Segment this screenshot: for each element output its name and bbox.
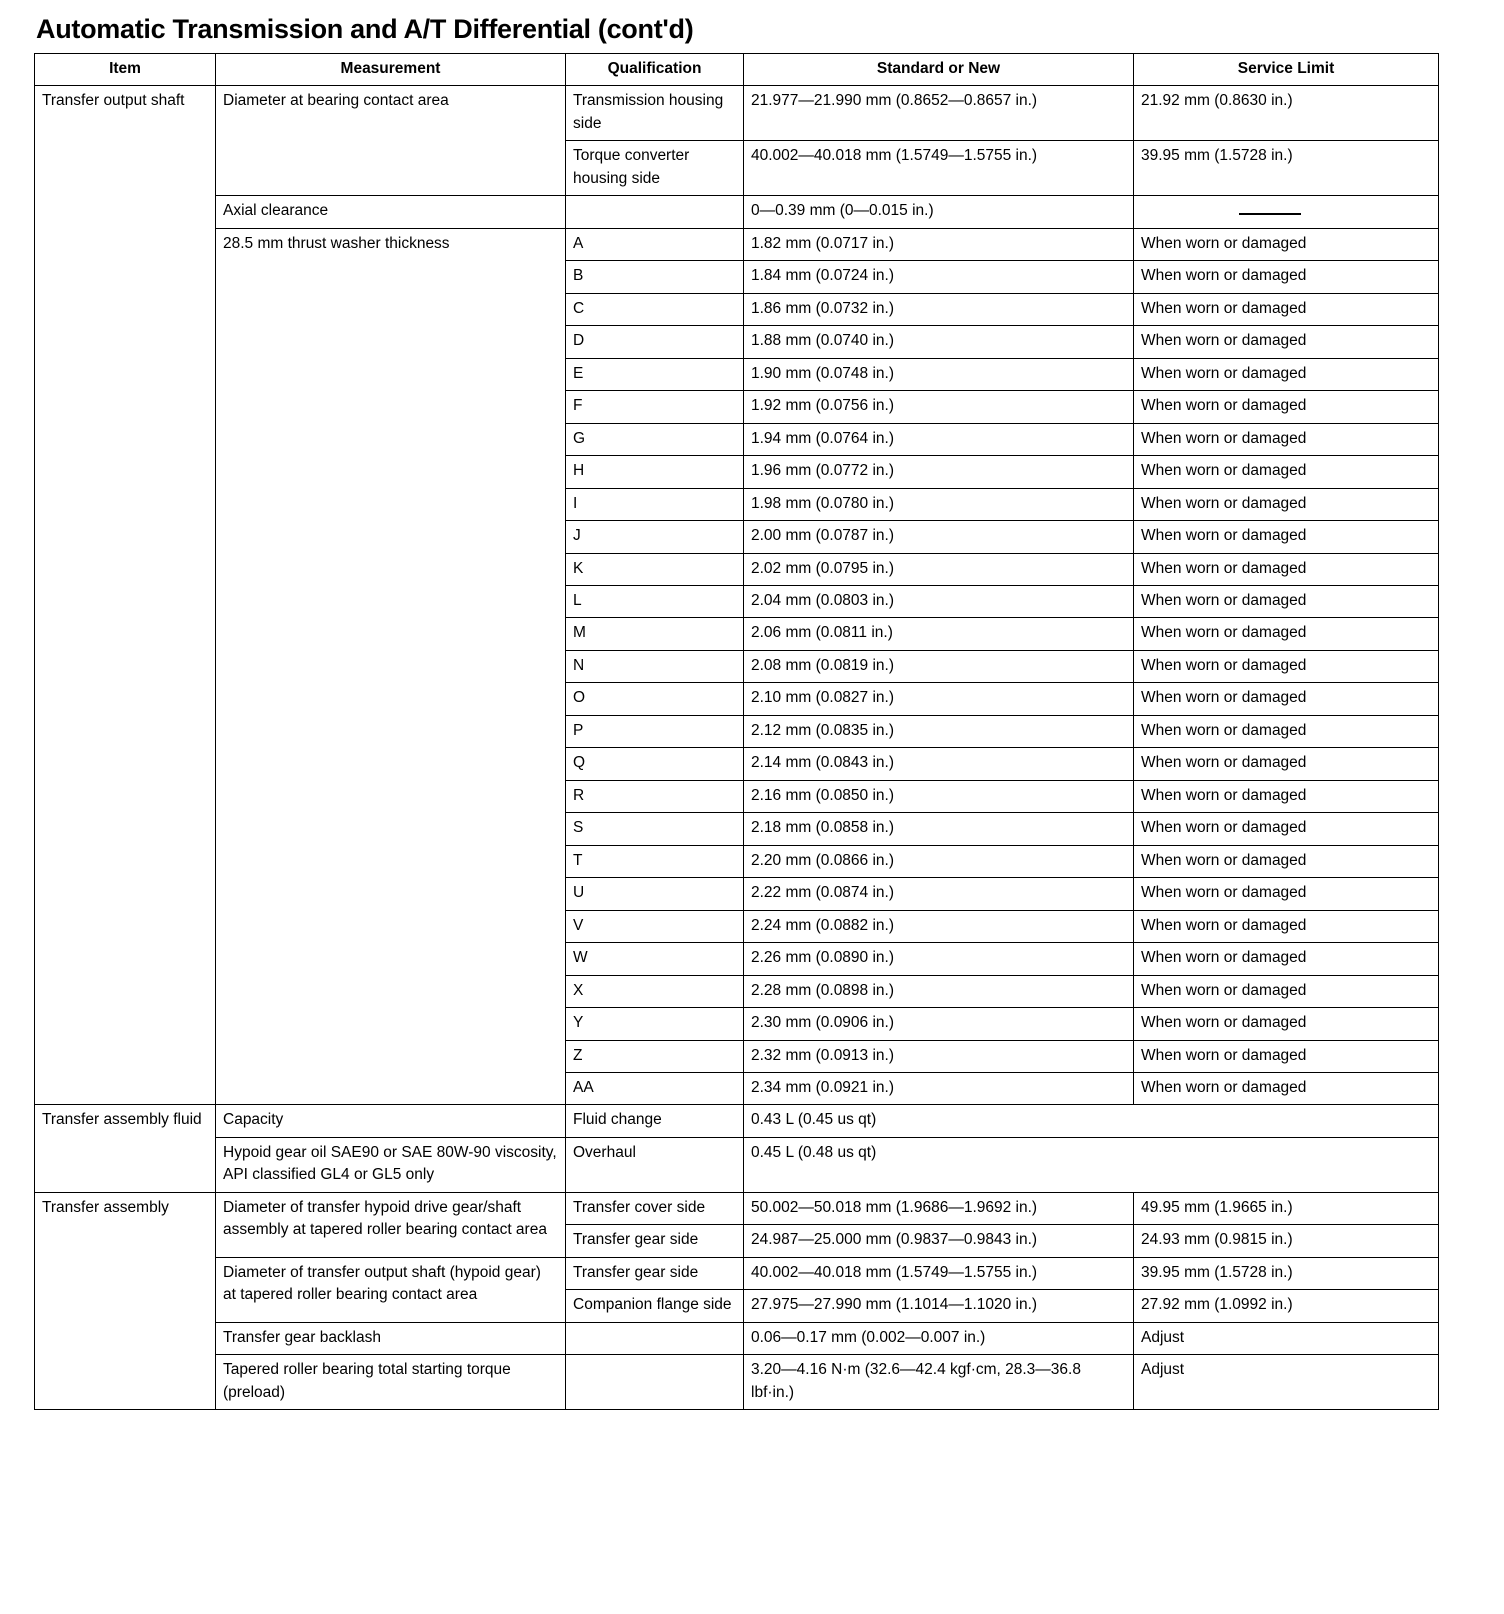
table-row [35,1192,1439,1224]
cell-qualification [566,1355,744,1410]
cell-qualification: Transfer gear side [566,1257,744,1289]
table-row [35,1257,1439,1289]
cell-standard-or-new: 2.18 mm (0.0858 in.) [744,813,1134,845]
cell-service-limit: When worn or damaged [1134,585,1439,617]
cell-measurement: Diameter of transfer hypoid drive gear/shaft assembly at tapered roller bearing contact area [216,1192,566,1257]
cell-standard-or-new: 1.84 mm (0.0724 in.) [744,261,1134,293]
cell-service-limit: When worn or damaged [1134,780,1439,812]
cell-service-limit: When worn or damaged [1134,1073,1439,1105]
cell-standard-or-new: 2.04 mm (0.0803 in.) [744,585,1134,617]
cell-service-limit: When worn or damaged [1134,683,1439,715]
column-header-measurement: Measurement [216,54,566,86]
page-title: Automatic Transmission and A/T Differential (cont'd) [36,14,694,44]
cell-standard-or-new: 21.977—21.990 mm (0.8652—0.8657 in.) [744,86,1134,141]
cell-qualification: V [566,910,744,942]
cell-standard-or-new: 50.002—50.018 mm (1.9686—1.9692 in.) [744,1192,1134,1224]
cell-standard-or-new: 1.90 mm (0.0748 in.) [744,358,1134,390]
cell-service-limit: When worn or damaged [1134,423,1439,455]
cell-measurement: Transfer gear backlash [216,1322,566,1354]
table-row [35,1322,1439,1354]
cell-qualification: K [566,553,744,585]
cell-standard-or-new: 2.02 mm (0.0795 in.) [744,553,1134,585]
table-row [35,228,1439,260]
cell-service-limit: When worn or damaged [1134,748,1439,780]
cell-qualification: J [566,521,744,553]
cell-qualification [566,1322,744,1354]
cell-qualification [566,196,744,228]
cell-standard-or-new: 27.975—27.990 mm (1.1014—1.1020 in.) [744,1290,1134,1322]
cell-qualification: S [566,813,744,845]
cell-qualification: O [566,683,744,715]
column-header-service-limit: Service Limit [1134,54,1439,86]
cell-service-limit: When worn or damaged [1134,975,1439,1007]
cell-qualification: Overhaul [566,1137,744,1192]
cell-standard-or-new: 2.14 mm (0.0843 in.) [744,748,1134,780]
cell-service-limit: When worn or damaged [1134,521,1439,553]
cell-qualification: Transfer gear side [566,1225,744,1257]
cell-qualification: A [566,228,744,260]
table-row [35,1355,1439,1410]
cell-service-limit: When worn or damaged [1134,326,1439,358]
cell-service-limit: When worn or damaged [1134,650,1439,682]
cell-standard-or-new: 1.92 mm (0.0756 in.) [744,391,1134,423]
column-header-standard: Standard or New [744,54,1134,86]
cell-qualification: T [566,845,744,877]
cell-qualification: Torque converter housing side [566,141,744,196]
cell-service-limit: When worn or damaged [1134,715,1439,747]
cell-service-limit: When worn or damaged [1134,261,1439,293]
column-header-item: Item [35,54,216,86]
cell-standard-or-new: 1.96 mm (0.0772 in.) [744,456,1134,488]
cell-service-limit: When worn or damaged [1134,228,1439,260]
cell-service-limit: When worn or damaged [1134,1008,1439,1040]
cell-qualification: Fluid change [566,1105,744,1137]
cell-service-limit: 27.92 mm (1.0992 in.) [1134,1290,1439,1322]
header-row [35,54,1439,86]
cell-measurement: Axial clearance [216,196,566,228]
cell-standard-or-new: 2.32 mm (0.0913 in.) [744,1040,1134,1072]
cell-qualification: X [566,975,744,1007]
cell-service-limit: 24.93 mm (0.9815 in.) [1134,1225,1439,1257]
table-body [35,86,1439,1410]
cell-service-limit: Adjust [1134,1355,1439,1410]
cell-qualification: P [566,715,744,747]
cell-qualification: G [566,423,744,455]
cell-service-limit: When worn or damaged [1134,553,1439,585]
cell-standard-or-new: 0—0.39 mm (0—0.015 in.) [744,196,1134,228]
cell-qualification: Y [566,1008,744,1040]
cell-standard-or-new: 2.28 mm (0.0898 in.) [744,975,1134,1007]
cell-standard-or-new: 1.86 mm (0.0732 in.) [744,293,1134,325]
cell-standard-or-new: 2.24 mm (0.0882 in.) [744,910,1134,942]
cell-standard-or-new: 2.30 mm (0.0906 in.) [744,1008,1134,1040]
cell-service-limit: 39.95 mm (1.5728 in.) [1134,141,1439,196]
cell-service-limit: When worn or damaged [1134,293,1439,325]
cell-measurement: Diameter at bearing contact area [216,86,566,196]
table-row [35,1105,1439,1137]
cell-qualification: Z [566,1040,744,1072]
cell-standard-or-new: 40.002—40.018 mm (1.5749—1.5755 in.) [744,141,1134,196]
cell-standard-or-new: 2.34 mm (0.0921 in.) [744,1073,1134,1105]
cell-standard-or-new: 3.20—4.16 N·m (32.6—42.4 kgf·cm, 28.3—36.8 lbf·in.) [744,1355,1134,1410]
cell-standard-or-new: 1.98 mm (0.0780 in.) [744,488,1134,520]
column-header-qualification: Qualification [566,54,744,86]
cell-service-limit: When worn or damaged [1134,943,1439,975]
cell-qualification: Transfer cover side [566,1192,744,1224]
cell-service-limit: When worn or damaged [1134,488,1439,520]
cell-measurement: Diameter of transfer output shaft (hypoid gear) at tapered roller bearing contact area [216,1257,566,1322]
cell-qualification: L [566,585,744,617]
cell-qualification: Companion flange side [566,1290,744,1322]
cell-qualification: B [566,261,744,293]
cell-standard-or-new: 2.00 mm (0.0787 in.) [744,521,1134,553]
cell-qualification: I [566,488,744,520]
cell-standard-or-new: 0.06—0.17 mm (0.002—0.007 in.) [744,1322,1134,1354]
cell-standard-or-new: 2.26 mm (0.0890 in.) [744,943,1134,975]
cell-standard-or-new: 40.002—40.018 mm (1.5749—1.5755 in.) [744,1257,1134,1289]
cell-qualification: Transmission housing side [566,86,744,141]
cell-qualification: E [566,358,744,390]
cell-standard-or-new: 2.08 mm (0.0819 in.) [744,650,1134,682]
cell-service-limit: When worn or damaged [1134,1040,1439,1072]
specifications-table [34,53,1439,1410]
cell-standard-or-new: 0.45 L (0.48 us qt) [744,1137,1439,1192]
cell-standard-or-new: 2.20 mm (0.0866 in.) [744,845,1134,877]
no-value-dash [1239,213,1301,215]
cell-standard-or-new: 1.82 mm (0.0717 in.) [744,228,1134,260]
cell-qualification: N [566,650,744,682]
table-header [35,54,1439,86]
cell-measurement: Hypoid gear oil SAE90 or SAE 80W-90 viscosity, API classified GL4 or GL5 only [216,1137,566,1192]
cell-service-limit: When worn or damaged [1134,456,1439,488]
cell-standard-or-new: 2.10 mm (0.0827 in.) [744,683,1134,715]
cell-service-limit: When worn or damaged [1134,878,1439,910]
cell-standard-or-new: 2.12 mm (0.0835 in.) [744,715,1134,747]
cell-standard-or-new: 2.22 mm (0.0874 in.) [744,878,1134,910]
table-row [35,86,1439,141]
cell-measurement: Tapered roller bearing total starting torque (preload) [216,1355,566,1410]
cell-standard-or-new: 0.43 L (0.45 us qt) [744,1105,1439,1137]
cell-service-limit: When worn or damaged [1134,618,1439,650]
cell-qualification: Q [566,748,744,780]
cell-measurement: 28.5 mm thrust washer thickness [216,228,566,1105]
cell-item: Transfer output shaft [35,86,216,1105]
cell-service-limit: 39.95 mm (1.5728 in.) [1134,1257,1439,1289]
cell-qualification: U [566,878,744,910]
cell-service-limit: When worn or damaged [1134,910,1439,942]
cell-service-limit [1134,196,1439,228]
cell-qualification: H [566,456,744,488]
cell-qualification: R [566,780,744,812]
cell-service-limit: 21.92 mm (0.8630 in.) [1134,86,1439,141]
cell-item: Transfer assembly [35,1192,216,1409]
cell-qualification: C [566,293,744,325]
cell-service-limit: Adjust [1134,1322,1439,1354]
cell-measurement: Capacity [216,1105,566,1137]
table-row [35,1137,1439,1192]
cell-qualification: W [566,943,744,975]
cell-standard-or-new: 1.94 mm (0.0764 in.) [744,423,1134,455]
cell-service-limit: When worn or damaged [1134,391,1439,423]
table-row [35,196,1439,228]
cell-service-limit: When worn or damaged [1134,813,1439,845]
cell-qualification: M [566,618,744,650]
cell-standard-or-new: 24.987—25.000 mm (0.9837—0.9843 in.) [744,1225,1134,1257]
cell-standard-or-new: 1.88 mm (0.0740 in.) [744,326,1134,358]
cell-standard-or-new: 2.16 mm (0.0850 in.) [744,780,1134,812]
cell-item: Transfer assembly fluid [35,1105,216,1192]
cell-qualification: AA [566,1073,744,1105]
cell-service-limit: When worn or damaged [1134,358,1439,390]
cell-service-limit: When worn or damaged [1134,845,1439,877]
cell-qualification: D [566,326,744,358]
cell-service-limit: 49.95 mm (1.9665 in.) [1134,1192,1439,1224]
cell-standard-or-new: 2.06 mm (0.0811 in.) [744,618,1134,650]
cell-qualification: F [566,391,744,423]
